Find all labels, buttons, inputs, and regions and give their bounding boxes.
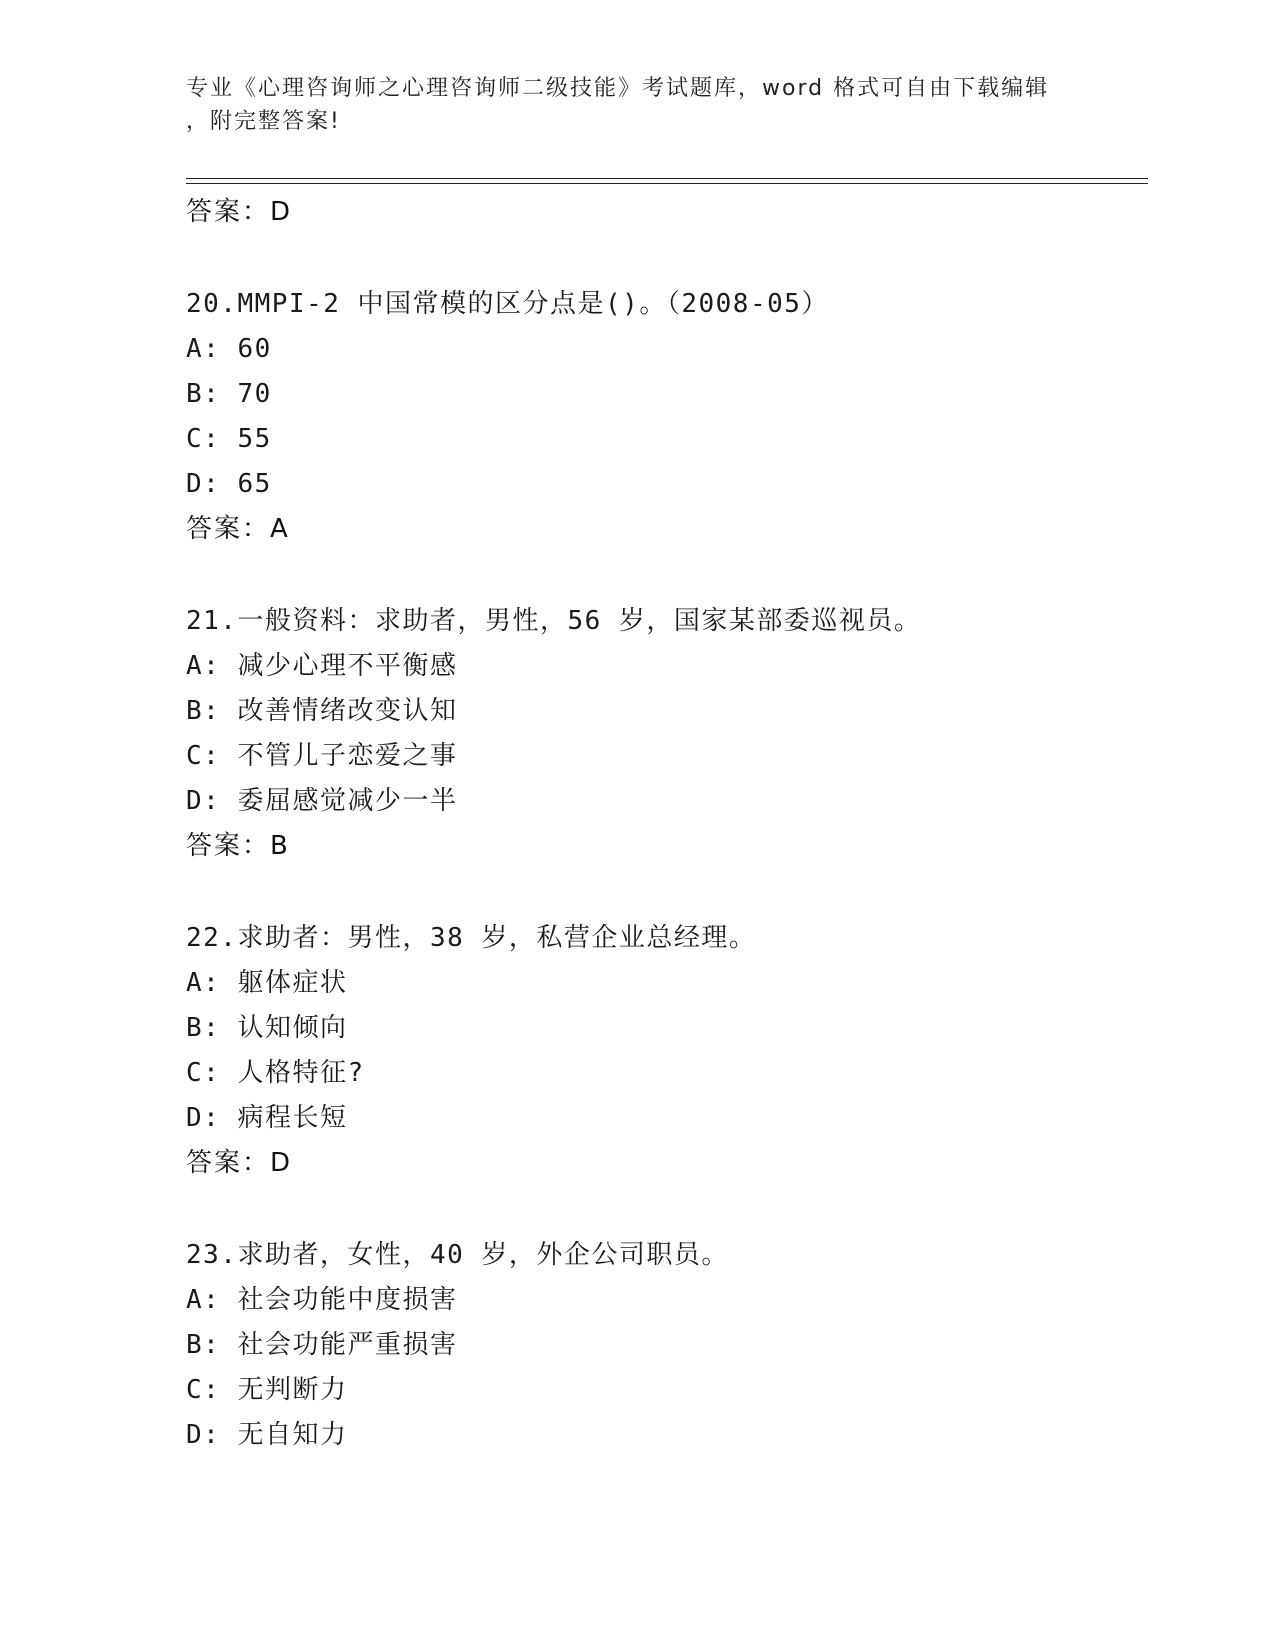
header-line-1: 专业《心理咨询师之心理咨询师二级技能》考试题库，word 格式可自由下载编辑 [186, 76, 1050, 101]
question-block-20 [186, 282, 1146, 552]
option-a: A: 社会功能中度损害 [186, 1285, 458, 1315]
header-divider-top [186, 178, 1148, 179]
option-d: D: 65 [186, 469, 272, 499]
answer-line: 答案：D [186, 197, 293, 227]
option-b: B: 社会功能严重损害 [186, 1330, 458, 1360]
answer-line: 答案：A [186, 514, 290, 544]
header-line-2: ，附完整答案! [186, 109, 341, 134]
option-c: C: 人格特征? [186, 1058, 365, 1088]
option-d: D: 委屈感觉减少一半 [186, 786, 458, 816]
document-body [186, 190, 1146, 1458]
option-b: B: 70 [186, 379, 272, 409]
question-block-23 [186, 1233, 1146, 1458]
option-a: A: 躯体症状 [186, 968, 348, 998]
option-c: C: 无判断力 [186, 1375, 348, 1405]
option-c: C: 不管儿子恋爱之事 [186, 741, 458, 771]
question-title: 21.一般资料：求助者，男性，56 岁，国家某部委巡视员。 [186, 606, 922, 636]
question-block-21 [186, 599, 1146, 869]
option-d: D: 病程长短 [186, 1103, 348, 1133]
answer-line: 答案：B [186, 831, 290, 861]
option-a: A: 60 [186, 334, 272, 364]
question-title: 23.求助者，女性，40 岁，外企公司职员。 [186, 1240, 729, 1270]
page-header [186, 72, 1066, 138]
question-block-22 [186, 916, 1146, 1186]
option-b: B: 认知倾向 [186, 1013, 348, 1043]
question-title: 22.求助者：男性，38 岁，私营企业总经理。 [186, 923, 757, 953]
option-a: A: 减少心理不平衡感 [186, 651, 458, 681]
option-b: B: 改善情绪改变认知 [186, 696, 458, 726]
header-divider-bottom [186, 183, 1148, 184]
question-title: 20.MMPI-2 中国常模的区分点是()。（2008-05） [186, 289, 829, 319]
answer-line: 答案：D [186, 1148, 293, 1178]
option-c: C: 55 [186, 424, 272, 454]
option-d: D: 无自知力 [186, 1420, 348, 1450]
